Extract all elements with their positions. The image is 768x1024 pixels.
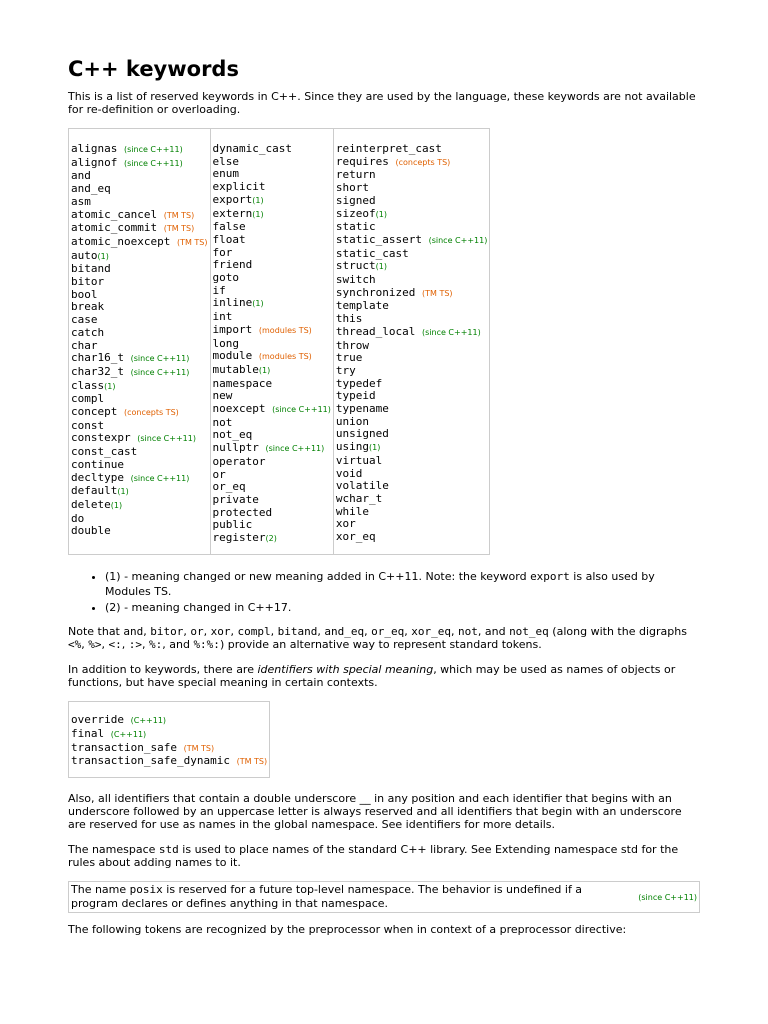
code-token: bitand: [277, 625, 318, 639]
keyword-text: void: [335, 466, 363, 480]
keyword-text: wchar_t: [335, 491, 383, 505]
code-token: not_eq: [509, 625, 549, 639]
keyword-text: compl: [71, 392, 105, 406]
code-token: or: [190, 625, 204, 639]
keyword-text: transaction_safe: [71, 740, 177, 754]
keyword-text: import: [212, 322, 253, 336]
keyword-text: throw: [335, 338, 369, 352]
keyword-text: delete: [71, 497, 111, 511]
keyword-text: alignof: [71, 155, 118, 169]
code-token: not: [458, 625, 478, 639]
keyword-text: and_eq: [71, 182, 111, 196]
keywords-column-2: [210, 129, 333, 555]
text: ,: [364, 625, 372, 639]
text: , which may be used as names of objects or functions, but have special meaning in certain contexts.: [68, 663, 676, 690]
text: ,: [270, 625, 278, 639]
keyword-item: [213, 532, 331, 546]
keyword-text: atomic_noexcept: [71, 234, 171, 248]
keyword-text: continue: [71, 457, 124, 471]
keyword-text: break: [71, 300, 105, 314]
keyword-text: case: [71, 313, 98, 327]
text: ,: [183, 625, 191, 639]
keyword-text: using: [335, 440, 369, 454]
keyword-text: register: [212, 531, 266, 545]
keywords-table: [68, 128, 490, 555]
keyword-text: volatile: [335, 479, 389, 493]
keywords-column-1: [69, 129, 211, 555]
keyword-text: typedef: [335, 376, 383, 390]
keyword-note: (1): [369, 443, 381, 453]
keyword-text: static_assert: [335, 232, 422, 246]
keyword-note: (C++11): [130, 716, 167, 726]
keyword-text: module: [212, 349, 253, 363]
keyword-text: synchronized: [335, 285, 416, 299]
keyword-text: explicit: [212, 180, 266, 194]
keyword-text: atomic_commit: [71, 221, 158, 235]
keyword-item: [213, 442, 331, 456]
keyword-item: [71, 352, 208, 366]
keyword-note: (concepts TS): [395, 157, 451, 167]
posix-box: [68, 881, 700, 913]
keyword-text: transaction_safe_dynamic: [71, 754, 230, 768]
keyword-text: bitor: [71, 275, 105, 289]
keyword-item: [71, 472, 208, 486]
keyword-item: [71, 250, 208, 264]
keyword-text: not_eq: [212, 428, 253, 442]
keyword-text: bitand: [71, 262, 111, 276]
keyword-item: [71, 432, 208, 446]
special-identifiers-paragraph: [68, 663, 700, 689]
footnotes-list: [68, 569, 700, 616]
keyword-text: decltype: [71, 470, 124, 484]
keyword-text: private: [212, 492, 259, 506]
keyword-note: (1): [375, 262, 387, 272]
keyword-text: protected: [212, 505, 273, 519]
keyword-item: [213, 297, 331, 311]
keyword-note: (1): [252, 299, 264, 309]
page: [68, 0, 700, 936]
keyword-note: (1): [110, 500, 123, 510]
keyword-text: char16_t: [71, 351, 124, 365]
keyword-text: not: [212, 415, 233, 429]
keyword-text: sizeof: [335, 206, 376, 220]
keyword-text: template: [335, 299, 389, 313]
keyword-text: or_eq: [212, 480, 246, 494]
alternative-tokens-paragraph: [68, 625, 700, 651]
keyword-note: (TM TS): [163, 210, 195, 220]
keyword-text: noexcept: [212, 402, 266, 416]
keyword-text: short: [335, 181, 369, 195]
keyword-item: [336, 506, 487, 519]
keyword-note: (1): [97, 251, 109, 261]
keyword-text: const: [71, 418, 105, 432]
code-token: and: [123, 625, 144, 639]
keyword-text: true: [335, 351, 363, 365]
keyword-item: [336, 234, 487, 248]
keyword-text: export: [212, 192, 253, 206]
keyword-item: [213, 456, 331, 469]
keyword-text: auto: [71, 248, 98, 262]
keyword-text: concept: [71, 405, 118, 419]
keyword-item: [336, 208, 487, 222]
text: The name: [71, 883, 130, 897]
keyword-text: new: [212, 389, 233, 403]
text: ,: [203, 625, 211, 639]
keyword-item: [71, 157, 208, 171]
keyword-item: [71, 183, 208, 196]
keyword-text: long: [212, 336, 240, 350]
keyword-item: [71, 499, 208, 513]
keyword-note: (since C++11): [137, 434, 196, 444]
code-token: posix: [129, 883, 163, 897]
keyword-note: (since C++11): [130, 354, 190, 364]
keyword-text: float: [212, 232, 246, 246]
digraph: :>: [128, 638, 142, 652]
footnote-1-code: export: [530, 569, 570, 583]
keyword-text: atomic_cancel: [71, 207, 158, 221]
keyword-note: (1): [375, 209, 387, 219]
keyword-text: typename: [335, 402, 389, 416]
keyword-text: class: [71, 378, 105, 392]
keyword-text: default: [71, 484, 118, 498]
keyword-item: [213, 364, 331, 378]
keyword-text: return: [335, 168, 376, 182]
keyword-note: (since C++11): [272, 405, 331, 415]
keyword-text: do: [71, 511, 85, 525]
keyword-text: struct: [335, 259, 376, 273]
keyword-item: [71, 406, 208, 420]
keyword-text: bool: [71, 287, 98, 301]
digraph: <%: [68, 638, 82, 652]
keyword-text: override: [71, 713, 124, 727]
keyword-text: char: [71, 338, 98, 352]
keyword-text: namespace: [212, 376, 273, 390]
keyword-text: virtual: [335, 453, 383, 467]
text: ,: [121, 638, 129, 652]
underscore-paragraph: Also, all identifiers that contain a double underscore __ in any position and each identifier that begins with an underscore followed by an uppercase letter is always reserved and all identifiers that begin with an underscore are reserved for use as names in the global namespace. See identifiers for more details.: [68, 792, 682, 832]
keyword-item: [336, 156, 487, 170]
text: is reserved for a future top-level namespace. The behavior is undefined if a program declares or defines anything in that namespace.: [71, 883, 583, 911]
keyword-text: double: [71, 524, 111, 538]
keyword-note: (TM TS): [163, 224, 195, 234]
keyword-note: (1): [252, 209, 264, 219]
text: ,: [81, 638, 89, 652]
keyword-item: [336, 260, 487, 274]
keyword-text: enum: [212, 167, 240, 181]
keyword-text: xor_eq: [335, 530, 376, 544]
keyword-note: (concepts TS): [123, 408, 179, 418]
keyword-item: [71, 728, 267, 742]
footnote-1-suffix: is also used by Modules TS.: [105, 569, 655, 599]
text: ,: [101, 638, 109, 652]
keyword-text: goto: [212, 271, 240, 285]
keyword-text: dynamic_cast: [212, 142, 292, 155]
emphasis: identifiers with special meaning: [257, 663, 434, 677]
keyword-item: [336, 531, 487, 544]
text: ,: [317, 625, 325, 639]
posix-text: [71, 883, 621, 911]
keyword-item: [213, 208, 331, 222]
keyword-text: or: [212, 467, 226, 481]
keyword-text: final: [71, 727, 105, 740]
keyword-text: union: [335, 414, 369, 428]
keyword-note: (C++11): [110, 730, 147, 739]
text: In addition to keywords, there are: [68, 663, 258, 677]
text: ,: [143, 625, 151, 639]
text: ,: [404, 625, 412, 639]
code-token: compl: [237, 625, 271, 639]
keyword-text: constexpr: [71, 431, 131, 445]
text: ,: [451, 625, 458, 639]
keyword-note: (1): [104, 381, 116, 391]
keyword-note: (since C++11): [123, 145, 183, 154]
code-token: bitor: [150, 625, 184, 639]
keyword-item: [336, 287, 487, 301]
keyword-text: typeid: [335, 389, 376, 403]
keyword-note: (since C++11): [421, 327, 481, 337]
keyword-text: alignas: [71, 142, 118, 155]
keyword-note: (modules TS): [258, 352, 312, 362]
keyword-item: [213, 272, 331, 285]
keyword-text: this: [335, 312, 363, 326]
digraph: %:%:: [193, 638, 220, 652]
keyword-item: [71, 485, 208, 499]
keyword-note: (TM TS): [236, 757, 268, 767]
keyword-text: static: [335, 220, 376, 234]
digraph: <:: [108, 638, 122, 652]
keyword-note: (1): [252, 195, 264, 205]
footnote-1: [105, 569, 700, 600]
text: (along with the digraphs: [548, 625, 687, 639]
keyword-text: thread_local: [335, 324, 416, 338]
keyword-item: [213, 350, 331, 364]
keyword-text: reinterpret_cast: [335, 142, 442, 155]
text: ,: [142, 638, 149, 652]
keyword-item: [71, 755, 267, 769]
keyword-item: [71, 209, 208, 223]
since-badge: (since C++11): [638, 892, 697, 902]
keyword-text: friend: [212, 258, 253, 272]
keyword-item: [71, 222, 208, 236]
preprocessor-paragraph: The following tokens are recognized by the preprocessor when in context of a preprocessor directive:: [68, 923, 627, 937]
keyword-text: const_cast: [71, 445, 138, 459]
text: Note that: [68, 625, 124, 639]
keyword-note: (1): [258, 365, 271, 375]
code-token: or_eq: [371, 625, 405, 639]
keyword-text: while: [335, 504, 369, 518]
keyword-text: char32_t: [71, 364, 124, 378]
keyword-text: mutable: [212, 362, 259, 376]
special-identifiers-table: [68, 701, 270, 778]
keyword-item: [213, 194, 331, 208]
text: , and: [477, 625, 510, 639]
keyword-note: (2): [265, 534, 277, 544]
keyword-note: (since C++11): [123, 158, 183, 168]
keyword-note: (TM TS): [176, 237, 208, 247]
keyword-note: (since C++11): [428, 235, 488, 245]
keywords-column-3: [333, 129, 489, 555]
keyword-note: (TM TS): [421, 288, 453, 298]
keyword-item: [71, 236, 208, 250]
keyword-note: (since C++11): [130, 367, 190, 377]
keyword-item: [71, 366, 208, 380]
keyword-item: [213, 324, 331, 338]
keyword-item: [71, 714, 267, 728]
keyword-text: inline: [212, 296, 253, 310]
keyword-text: and: [71, 169, 91, 183]
keyword-text: signed: [335, 193, 376, 207]
keyword-text: requires: [335, 154, 389, 168]
keyword-item: [71, 742, 267, 756]
keyword-text: unsigned: [335, 427, 389, 441]
keyword-text: switch: [335, 273, 376, 287]
keyword-text: static_cast: [335, 246, 409, 260]
digraph: %>: [88, 638, 102, 652]
keyword-text: catch: [71, 325, 105, 339]
std-namespace-paragraph: [68, 843, 700, 869]
keyword-text: asm: [71, 194, 91, 208]
keyword-text: try: [335, 363, 356, 377]
keyword-note: (TM TS): [183, 743, 215, 753]
keyword-item: [336, 352, 487, 365]
keyword-text: public: [212, 518, 253, 532]
keyword-text: extern: [212, 206, 253, 220]
keyword-text: int: [212, 310, 233, 324]
text: ,: [230, 625, 238, 639]
keyword-text: false: [212, 220, 246, 234]
keyword-item: [336, 326, 487, 340]
keyword-text: xor: [335, 517, 356, 531]
intro-paragraph: This is a list of reserved keywords in C++. Since they are used by the language, these keywords are not available for re-definition or overloading.: [68, 90, 696, 116]
footnote-1-text: (1) - meaning changed or new meaning added in C++11. Note: the keyword: [105, 569, 531, 583]
keyword-item: [336, 441, 487, 455]
keyword-item: [213, 403, 331, 417]
code-token: xor_eq: [411, 625, 451, 639]
keyword-note: (1): [117, 487, 129, 497]
text: The namespace: [68, 843, 159, 857]
keyword-note: (modules TS): [258, 325, 312, 335]
digraph: %:: [149, 638, 163, 652]
page-title: C++ keywords: [68, 57, 239, 81]
keyword-note: (since C++11): [265, 444, 325, 454]
footnote-2: • (2) - meaning changed in C++17.: [105, 600, 700, 616]
keyword-text: operator: [212, 454, 266, 468]
keyword-text: nullptr: [212, 441, 259, 455]
text: , and: [162, 638, 194, 652]
keyword-item: [71, 380, 208, 394]
keyword-note: (since C++11): [130, 473, 190, 483]
keyword-text: else: [212, 154, 240, 168]
keyword-item: [71, 143, 208, 157]
code-token: xor: [210, 625, 231, 639]
text: ) provide an alternative way to represent standard tokens.: [219, 638, 542, 652]
keyword-text: if: [212, 283, 226, 297]
keyword-text: for: [212, 245, 233, 259]
code-token: and_eq: [324, 625, 365, 639]
code-token: std: [158, 843, 179, 857]
keyword-item: [71, 525, 208, 538]
text: is used to place names of the standard C++ library. See Extending namespace std for the rules about adding names to it.: [68, 843, 679, 870]
